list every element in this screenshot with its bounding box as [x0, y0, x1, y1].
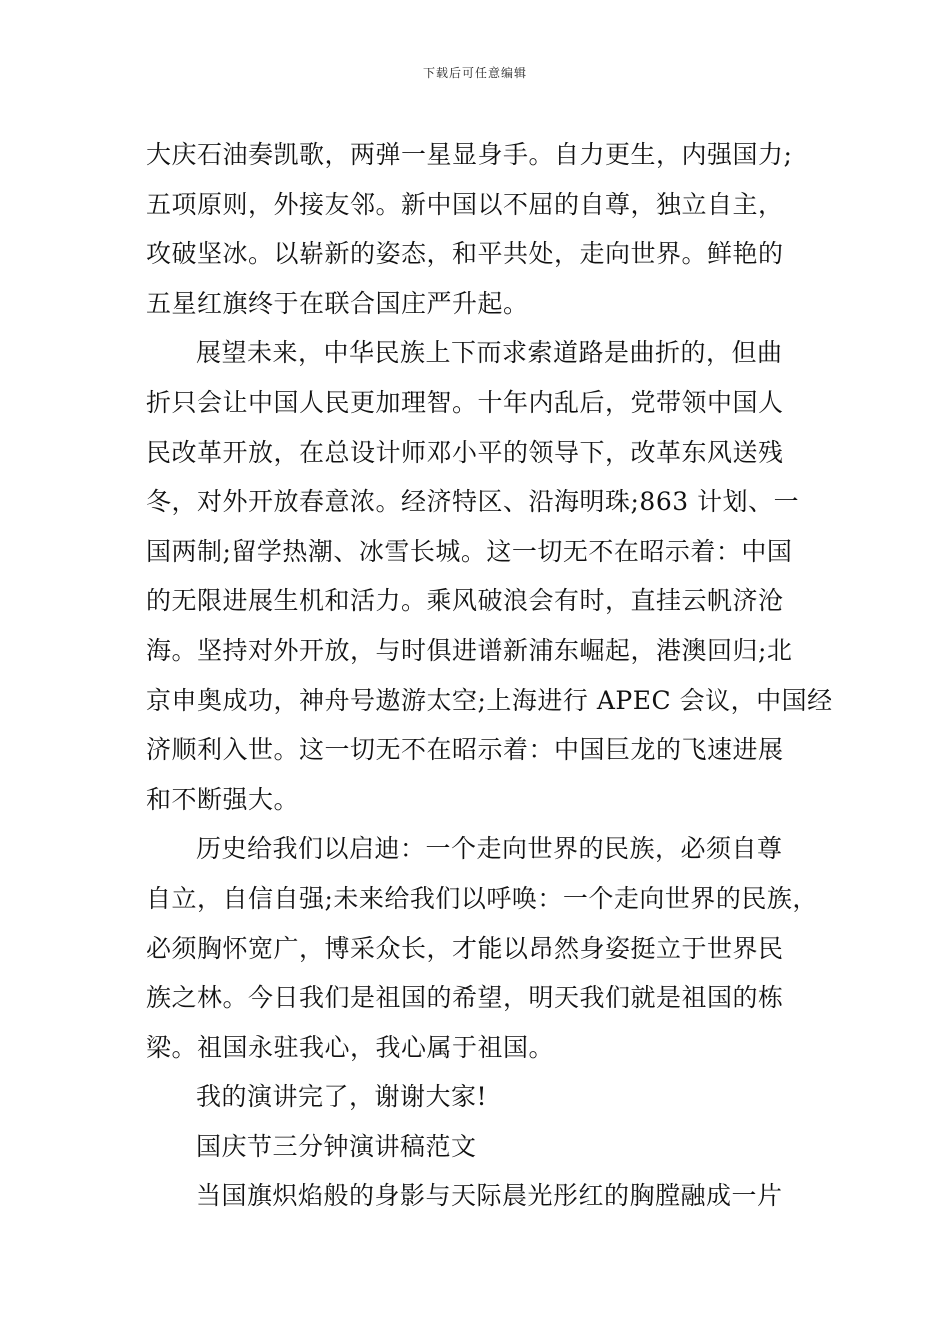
text-line: 京申奥成功，神舟号遨游太空;上海进行 APEC 会议，中国经: [146, 685, 833, 715]
text-line: 我的演讲完了，谢谢大家!: [196, 1082, 488, 1112]
page-header: 下载后可任意编辑: [422, 66, 527, 80]
text-line: 梁。祖国永驻我心，我心属于祖国。: [146, 1032, 555, 1062]
text-line: 的无限进展生机和活力。乘风破浪会有时，直挂云帆济沧: [146, 586, 784, 616]
text-line: 展望未来，中华民族上下而求索道路是曲折的，但曲: [196, 338, 783, 368]
text-line: 五星红旗终于在联合国庄严升起。: [146, 288, 529, 318]
text-line: 海。坚持对外开放，与时俱进谱新浦东崛起，港澳回归;北: [146, 635, 793, 665]
text-line: 攻破坚冰。以崭新的姿态，和平共处，走向世界。鲜艳的: [146, 239, 784, 269]
text-line: 国两制;留学热潮、冰雪长城。这一切无不在昭示着：中国: [146, 536, 793, 566]
text-line: 大庆石油奏凯歌，两弹一星显身手。自力更生，内强国力;: [146, 140, 793, 169]
text-line: 冬，对外开放春意浓。经济特区、沿海明珠;863 计划、一: [146, 487, 800, 517]
text-line: 族之林。今日我们是祖国的希望，明天我们就是祖国的栋: [146, 983, 784, 1013]
text-line: 折只会让中国人民更加理智。十年内乱后，党带领中国人: [146, 387, 784, 417]
text-line: 和不断强大。: [146, 784, 300, 814]
text-line: 济顺利入世。这一切无不在昭示着：中国巨龙的飞速进展: [146, 735, 784, 765]
text-line: 五项原则，外接友邻。新中国以不屈的自尊，独立自主，: [146, 189, 784, 219]
document-body: [146, 130, 833, 1221]
text-line: 国庆节三分钟演讲稿范文: [196, 1131, 477, 1161]
text-line: 民改革开放，在总设计师邓小平的领导下，改革东风送残: [146, 437, 784, 467]
text-line: 自立，自信自强;未来给我们以呼唤：一个走向世界的民族，: [146, 883, 818, 913]
text-line: 历史给我们以启迪：一个走向世界的民族，必须自尊: [196, 834, 783, 864]
text-line: 当国旗炽焰般的身影与天际晨光彤红的胸膛融成一片: [196, 1181, 783, 1211]
text-line: 必须胸怀宽广，博采众长，才能以昂然身姿挺立于世界民: [146, 933, 784, 963]
